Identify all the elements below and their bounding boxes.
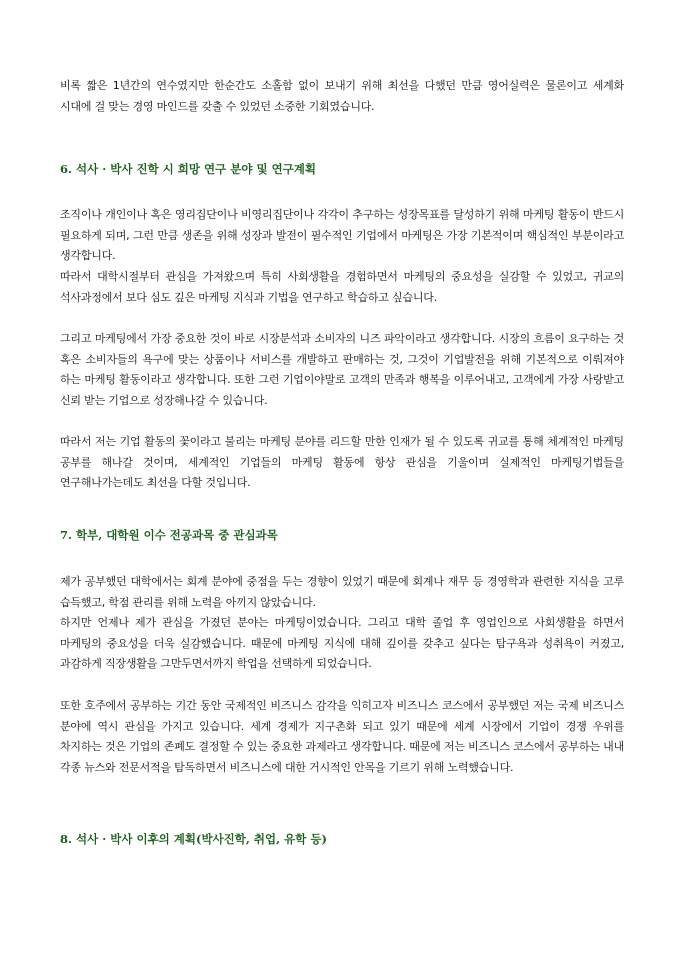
section-8-heading: 8. 석사 · 박사 이후의 계획(박사진학, 취업, 유학 등) — [60, 832, 327, 846]
section-7-paragraph-3: 또한 호주에서 공부하는 기간 동안 국제적인 비즈니스 감각을 익히고자 비즈니스 코스에서 공부했던 저는 국제 비즈니스 분야에 역시 관심을 가지고 있습니다. 세계 경제가 지구촌화 되고 있기 때문에 세계 시장에서 기업이 경쟁 우위를 차지하는 것은 기업의 존폐도 결정할 수 있는 중요한 과제라고 생각합니다. 때문에 저는 비즈니스 코스에서 공부하는 내내 각종 뉴스와 전문서적을 탐독하면서 비즈니스에 대한 거시적인 안목을 기르기 위해 노력했습니다. — [60, 699, 624, 775]
section-6-paragraph-1: 조직이나 개인이나 혹은 영리집단이나 비영리집단이나 각각이 추구하는 성장목표를 달성하기 위해 마케팅 활동이 반드시 필요하게 되며, 그런 만큼 생존을 위해 성장과 발전이 필수적인 기업에서 마케팅은 가장 기본적이며 핵심적인 부분이라고 생각합니다. — [60, 208, 624, 263]
section-6-paragraph-3: 그리고 마케팅에서 가장 중요한 것이 바로 시장분석과 소비자의 니즈 파악이라고 생각합니다. 시장의 흐름이 요구하는 것 혹은 소비자들의 욕구에 맞는 상품이나 서비스를 개발하고 판매하는 것, 그것이 기업발전을 위해 기본적으로 이뤄져야 하는 마케팅 활동이라고 생각합니다. 또한 그런 기업이야말로 고객의 만족과 행복을 이루어내고, 고객에게 가장 사랑받고 신뢰 받는 기업으로 성장해나갈 수 있습니다. — [60, 332, 624, 408]
section-7-heading: 7. 학부, 대학원 이수 전공과목 중 관심과목 — [60, 528, 278, 542]
section-7-paragraph-2: 하지만 언제나 제가 관심을 가졌던 분야는 마케팅이었습니다. 그리고 대학 졸업 후 영업인으로 사회생활을 하면서 마케팅의 중요성을 더욱 실감했습니다. 때문에 마케팅 지식에 대해 깊이를 갖추고 싶다는 탐구욕과 성취욕이 커졌고, 과감하게 직장생활을 그만두면서까지 학업을 선택하게 되었습니다. — [60, 616, 624, 671]
section-7-paragraph-1: 제가 공부했던 대학에서는 회계 분야에 중점을 두는 경향이 있었기 때문에 회계나 재무 등 경영학과 관련한 지식을 고루 습득했고, 학점 관리를 위해 노력을 아끼지 않았습니다. — [60, 575, 624, 609]
intro-paragraph: 비록 짧은 1년간의 연수였지만 한순간도 소홀함 없이 보내기 위해 최선을 다했던 만큼 영어실력은 물론이고 세계화 시대에 걸 맞는 경영 마인드를 갖출 수 있었던 소중한 기회였습니다. — [60, 79, 624, 113]
section-6-paragraph-2: 따라서 대학시절부터 관심을 가져왔으며 특히 사회생활을 경험하면서 마케팅의 중요성을 실감할 수 있었고, 귀교의 석사과정에서 보다 심도 깊은 마케팅 지식과 기법을 연구하고 학습하고 싶습니다. — [60, 270, 624, 304]
section-6-heading: 6. 석사 · 박사 진학 시 희망 연구 분야 및 연구계획 — [60, 162, 317, 176]
section-6-paragraph-4: 따라서 저는 기업 활동의 꽃이라고 불리는 마케팅 분야를 리드할 만한 인재가 될 수 있도록 귀교를 통해 체계적인 마케팅 공부를 해나갈 것이며, 세계적인 기업들의 마케팅 활동에 항상 관심을 기울이며 실제적인 마케팅기법들을 연구해나가는데도 최선을 다할 것입니다. — [60, 435, 624, 490]
